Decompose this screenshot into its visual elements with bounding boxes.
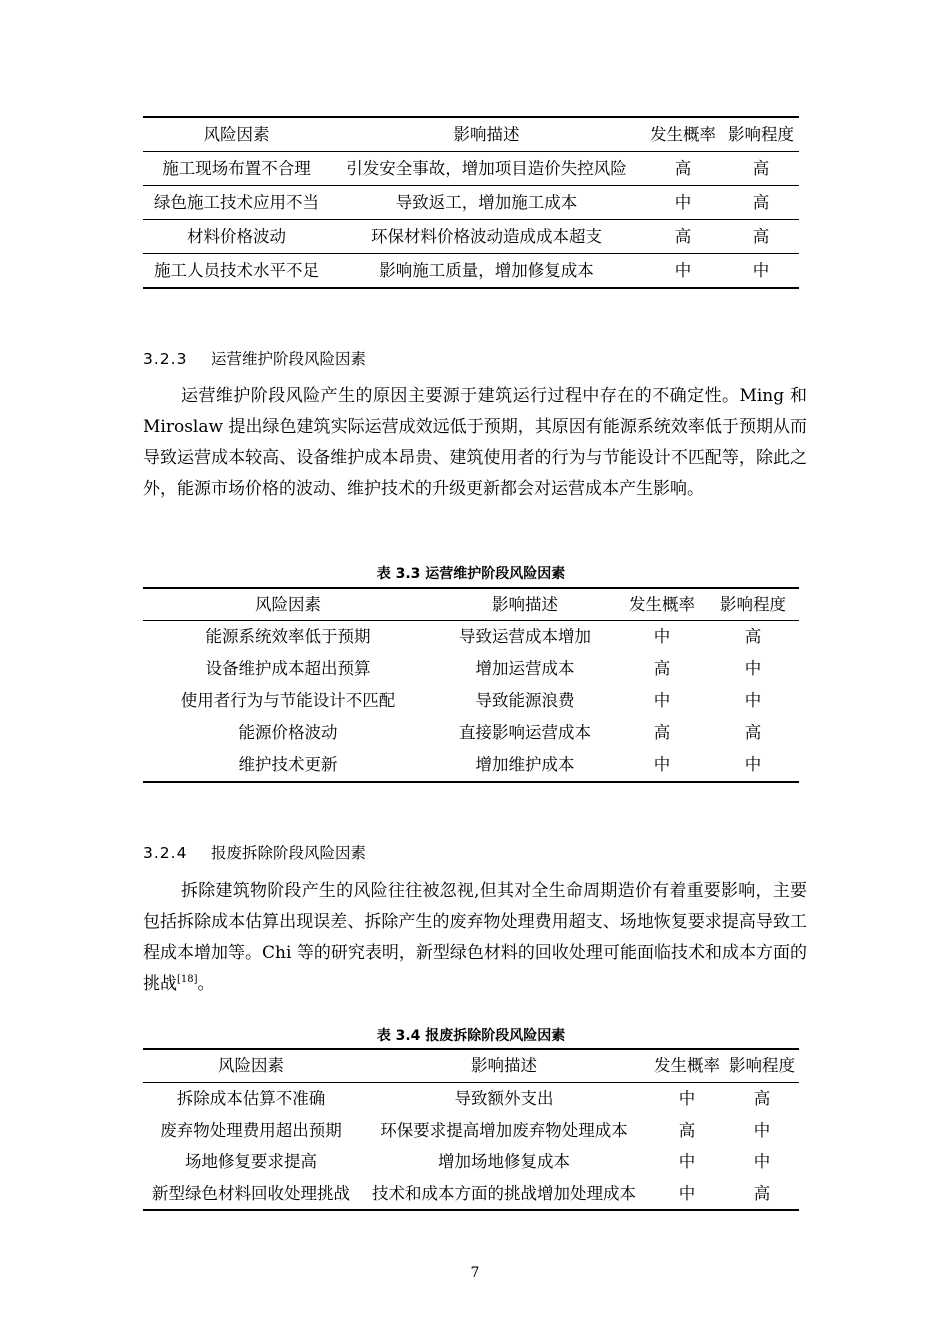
table-cell: 场地修复要求提高 [185,1152,317,1171]
construction-risk-table [143,116,799,289]
table-cell: 增加维护成本 [475,755,575,774]
table-cell: 增加运营成本 [475,659,575,678]
table-cell: 中 [678,1089,696,1108]
table-caption: 表 3.3 运营维护阶段风险因素 [376,566,566,582]
table-cell: 中 [643,254,723,289]
table-cell: 影响施工质量，增加修复成本 [330,254,643,289]
table-cell: 拆除成本估算不准确 [176,1089,326,1108]
table-cell: 中 [653,755,671,774]
table-cell: 技术和成本方面的挑战增加处理成本 [372,1183,636,1203]
table-cell: 中 [678,1183,696,1203]
paragraph-end: 。 [197,974,215,994]
table-cell: 高 [723,220,799,254]
table-cell: 高 [653,659,671,678]
table-row [143,1178,799,1211]
table-row [143,621,799,654]
table-cell: 中 [744,691,762,710]
table-header-row [143,588,799,621]
table-cell: 中 [678,1152,696,1171]
table-row [143,717,799,749]
paragraph-operation-risk [143,381,807,505]
table-cell: 高 [744,627,762,646]
section-heading-3-2-3 [143,347,366,369]
paragraph-text: 运营维护阶段风险产生的原因主要源于建筑运行过程中存在的不确定性。Ming 和 Miroslaw 提出绿色建筑实际运营成效远低于预期，其原因有能源系统效率低于预期从而导致运营成本较高、设备维护成本昂贵、建筑使用者的行为与节能设计不匹配等，除此之外，能源市场价格的波动、维护技术的升级更新都会对运营成本产生影响。 [143,386,807,499]
table-cell: 中 [643,186,723,220]
table-cell: 使用者行为与节能设计不匹配 [180,691,396,710]
table-cell: 导致额外支出 [454,1089,554,1108]
header-cell: 发生概率 [649,1049,725,1083]
table-cell: 中 [744,659,762,678]
table-cell: 引发安全事故，增加项目造价失控风险 [330,152,643,186]
table-cell: 高 [744,723,762,742]
table-cell: 材料价格波动 [143,220,330,254]
section-title: 报废拆除阶段风险因素 [211,844,367,862]
table-caption: 表 3.4 报废拆除阶段风险因素 [376,1028,566,1044]
paragraph-demolition-risk [143,876,807,1000]
table-row [143,1083,799,1115]
table-row [143,220,799,254]
table-cell: 中 [753,1120,771,1140]
table-cell: 导致返工，增加施工成本 [330,186,643,220]
table-cell: 高 [678,1120,696,1140]
table-cell: 施工现场布置不合理 [143,152,330,186]
table-cell: 能源系统效率低于预期 [205,627,371,646]
table-cell: 高 [753,1089,771,1108]
citation-ref[interactable]: [18] [177,974,198,985]
section-number: 3.2.4 [143,844,188,862]
table-cell: 新型绿色材料回收处理挑战 [152,1183,350,1203]
page-number: 7 [470,1265,480,1281]
table-cell: 废弃物处理费用超出预期 [160,1120,342,1140]
header-cell: 影响程度 [728,125,794,144]
table-cell: 导致能源浪费 [475,691,575,710]
header-cell: 影响描述 [453,125,520,144]
table-cell: 环保要求提高增加废弃物处理成本 [380,1120,628,1140]
table-cell: 高 [723,186,799,220]
table-row [143,653,799,685]
section-heading-3-2-4 [143,841,366,863]
table-row [143,254,799,289]
table-cell: 高 [723,152,799,186]
table-cell: 环保材料价格波动造成成本超支 [330,220,643,254]
table-row [143,685,799,717]
table-cell: 能源价格波动 [238,723,338,742]
table-cell: 维护技术更新 [238,755,338,774]
table-header-row [143,1049,799,1083]
paragraph-body: 拆除建筑物阶段产生的风险往往被忽视,但其对全生命周期造价有着重要影响，主要包括拆除成本估算出现误差、拆除产生的废弃物处理费用超支、场地恢复要求提高导致工程成本增加等。Chi 等的研究表明，新型绿色材料的回收处理可能面临技术和成本方面的挑战 [143,881,807,994]
table-row [143,152,799,186]
table-cell: 高 [643,152,723,186]
header-cell: 风险因素 [203,125,270,144]
section-number: 3.2.3 [143,350,188,368]
table-cell: 高 [643,220,723,254]
header-cell: 影响程度 [707,588,799,621]
header-cell: 影响描述 [433,588,617,621]
demolition-risk-table [143,1048,799,1211]
header-cell: 风险因素 [143,1049,359,1083]
table-cell: 中 [744,755,762,774]
table-row [143,186,799,220]
header-cell: 影响描述 [359,1049,649,1083]
table-cell: 绿色施工技术应用不当 [143,186,330,220]
table-cell: 高 [653,723,671,742]
table-cell: 中 [653,691,671,710]
table-cell: 中 [653,627,671,646]
table-cell: 中 [753,1152,771,1171]
table-cell: 中 [723,254,799,289]
header-cell: 风险因素 [143,588,433,621]
table-cell: 增加场地修复成本 [438,1152,570,1171]
section-title: 运营维护阶段风险因素 [211,350,367,368]
table-cell: 高 [753,1183,771,1203]
header-cell: 影响程度 [725,1049,799,1083]
table-cell: 导致运营成本增加 [459,627,591,646]
paragraph-text [143,876,807,1000]
table-cell: 设备维护成本超出预算 [205,659,371,678]
table-header-row [143,117,799,152]
header-cell: 发生概率 [617,588,707,621]
table-cell: 直接影响运营成本 [459,723,591,742]
operation-risk-table [143,587,799,783]
table-row [143,749,799,782]
table-row [143,1115,799,1147]
table-row [143,1146,799,1178]
header-cell: 发生概率 [650,125,716,144]
table-cell: 施工人员技术水平不足 [143,254,330,289]
